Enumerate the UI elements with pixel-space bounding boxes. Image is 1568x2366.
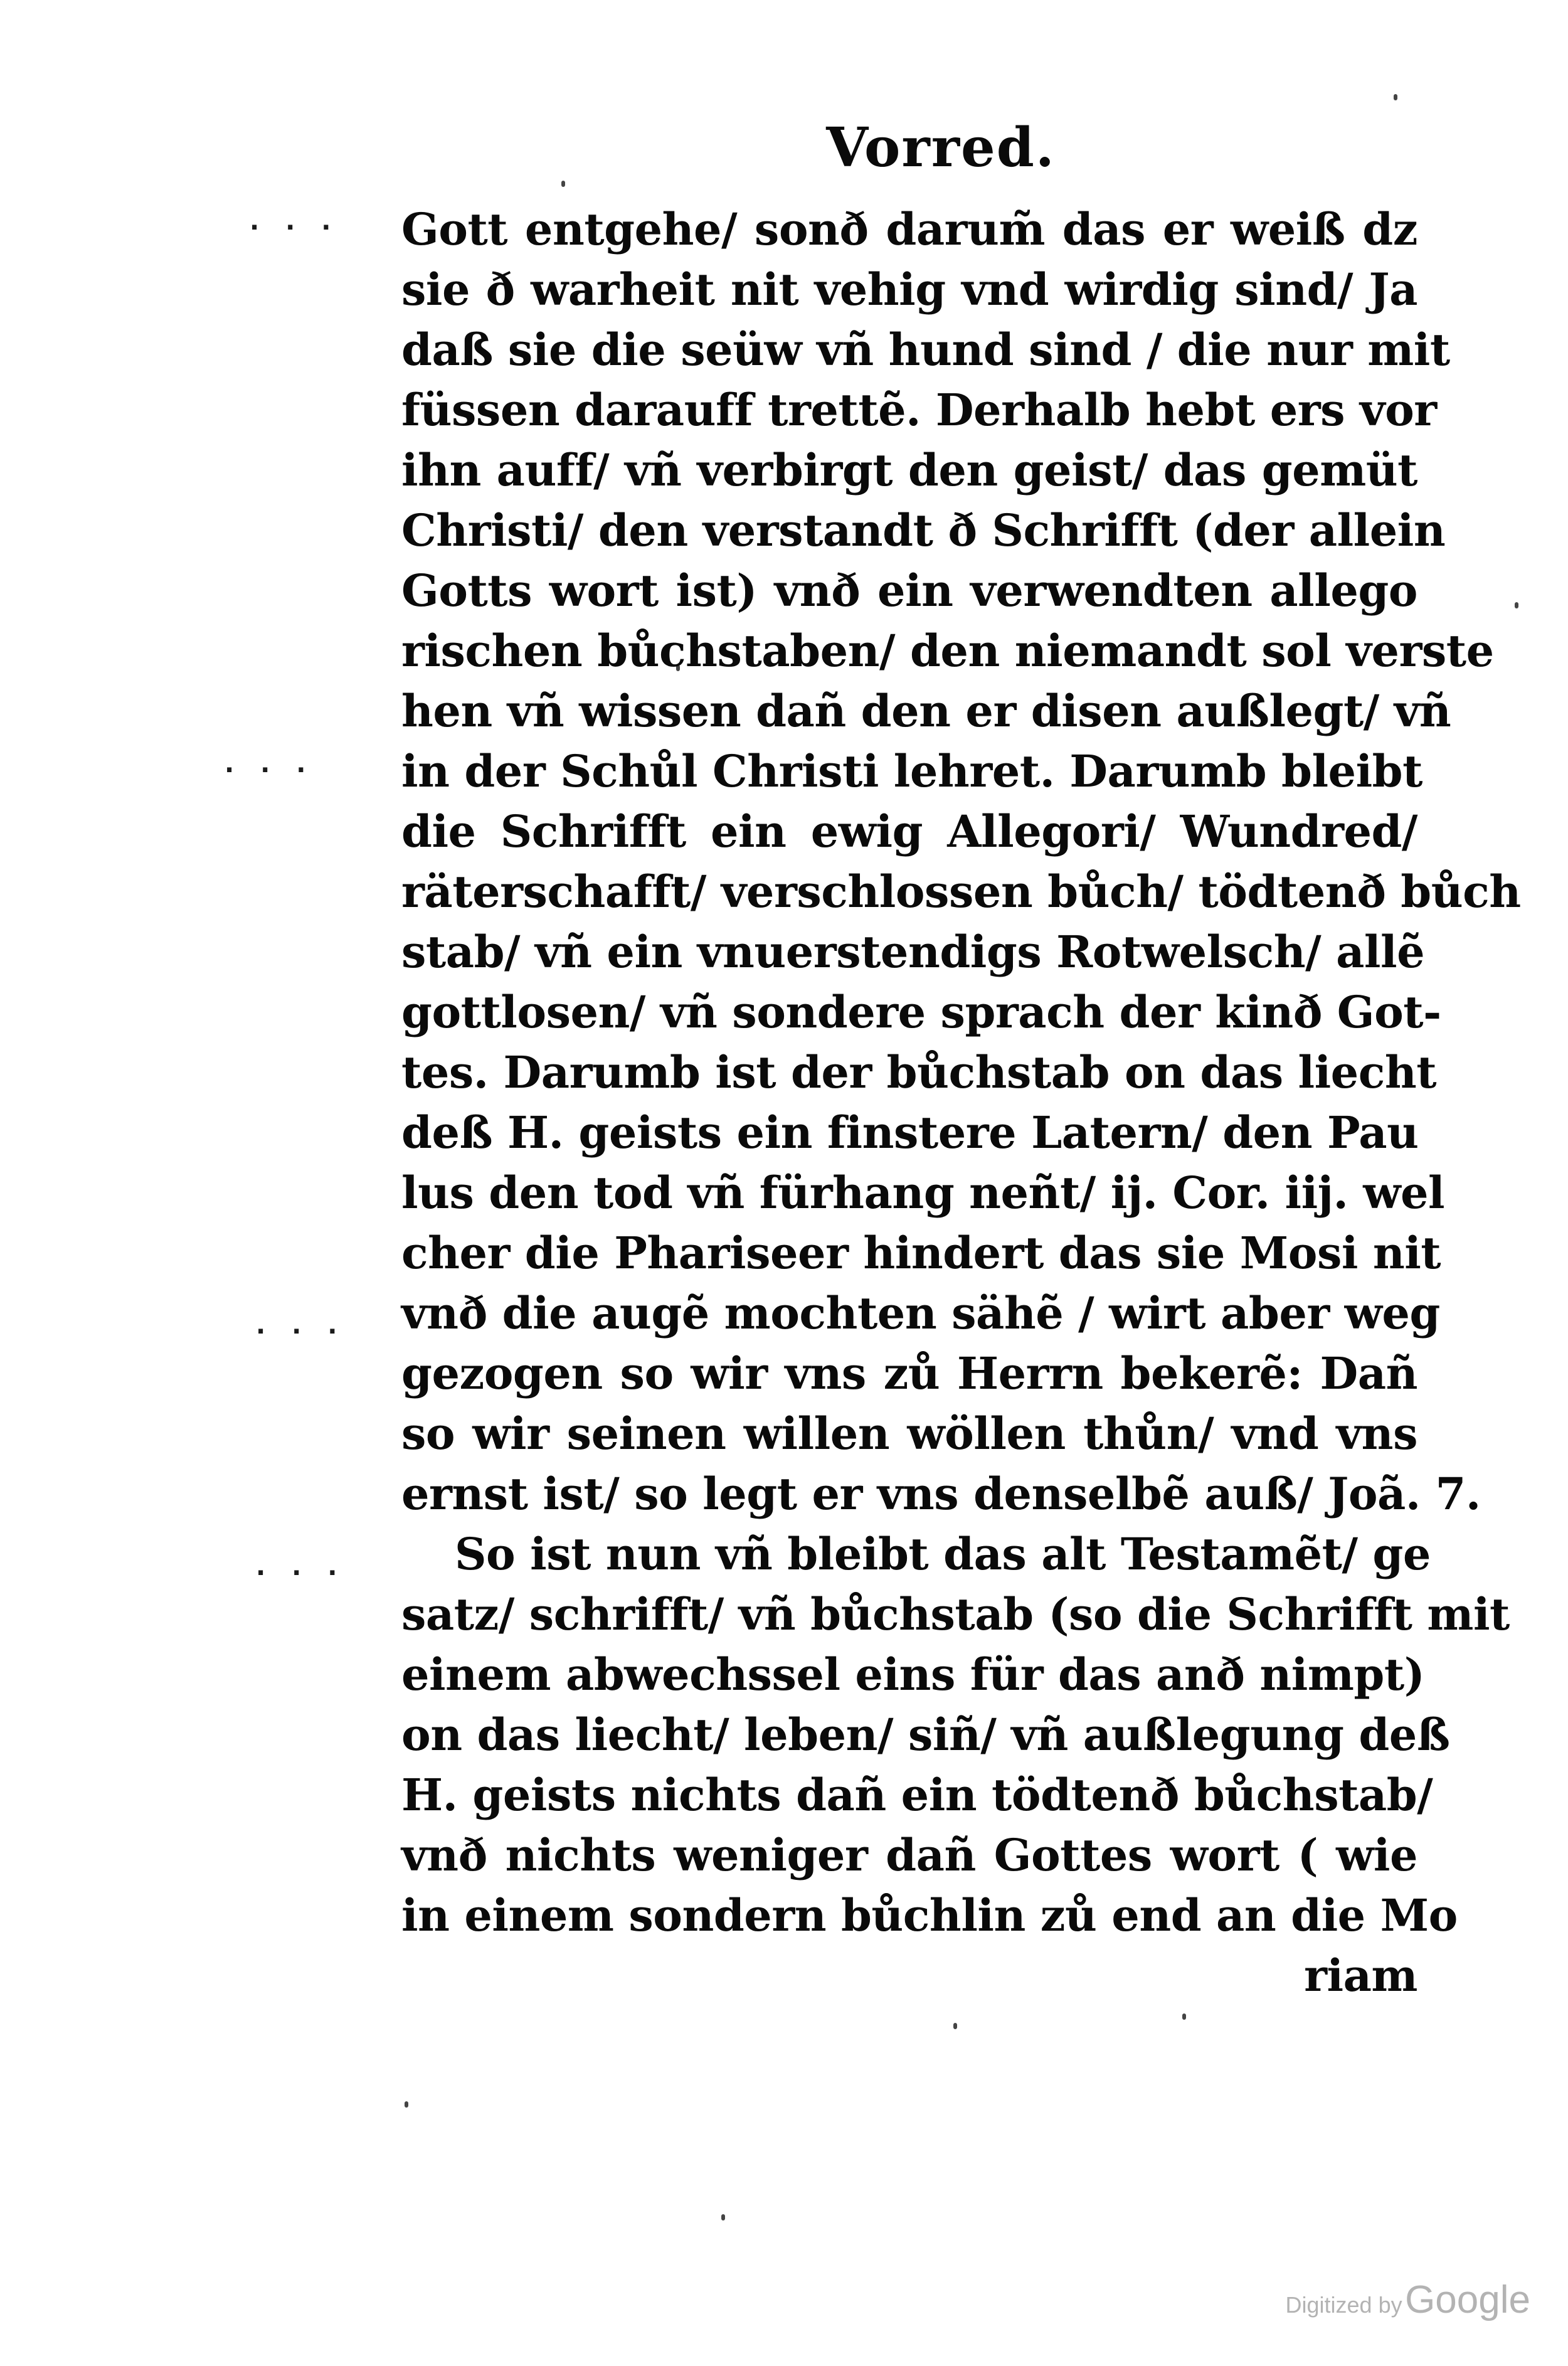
watermark-brand: Google [1405,2278,1530,2321]
margin-mark: . . . [250,207,340,236]
text-line: satz/ schrifft/ vñ bůchstab (so die Schrifft mit [401,1588,1510,1640]
text-line: füssen darauff trettẽ. Derhalb hebt ers vor [401,384,1437,436]
text-line: Gotts wort ist) vnð ein verwendten allego [401,565,1417,617]
text-line: on das liecht/ leben/ siñ/ vñ außlegung deß [401,1709,1450,1761]
margin-mark: . . . [256,1552,346,1581]
margin-mark: . . . [225,750,315,778]
text-line: so wir seinen willen wöllen thůn/ vnd vns [401,1408,1417,1460]
scan-speck [1394,94,1397,100]
body-text [401,199,1521,2006]
margin-mark: . . . [256,1311,346,1340]
text-line: hen vñ wissen dañ den er disen außlegt/ vñ [401,685,1451,737]
text-line: ernst ist/ so legt er vns denselbẽ auß/ Joã. 7. [401,1468,1481,1520]
text-line: tes. Darumb ist der bůchstab on das liecht [401,1046,1437,1098]
text-line-paragraph-start: So ist nun vñ bleibt das alt Testamẽt/ ge [455,1528,1431,1580]
scan-speck [721,2214,725,2220]
text-line: räterschafft/ verschlossen bůch/ tödtenð bůch [401,866,1521,918]
text-line: Christi/ den verstandt ð Schrifft (der allein [401,504,1446,556]
scan-speck [1182,2013,1186,2020]
text-line: cher die Phariseer hindert das sie Mosi nit [401,1227,1441,1279]
running-head: Vorred. [826,116,1056,179]
scan-speck [561,181,565,187]
text-line: die Schrifft ein ewig Allegori/ Wundred/ [401,805,1417,857]
text-line: ihn auff/ vñ verbirgt den geist/ das gemüt [401,444,1417,496]
scan-speck [1515,602,1518,608]
watermark-prefix: Digitized by [1285,2292,1402,2318]
google-watermark [1286,2278,1530,2322]
text-line: rischen bůchstaben/ den niemandt sol verste [401,625,1494,677]
text-line: lus den tod vñ fürhang neñt/ ij. Cor. iij. wel [401,1167,1445,1219]
text-line: gottlosen/ vñ sondere sprach der kinð Got- [401,986,1441,1038]
scan-speck [405,2101,408,2108]
text-line: sie ð warheit nit vehig vnd wirdig sind/ Ja [401,263,1417,316]
text-line: in einem sondern bůchlin zů end an die Mo [401,1889,1458,1941]
text-line: deß H. geists ein finstere Latern/ den Pau [401,1106,1419,1159]
text-line: gezogen so wir vns zů Herrn bekerẽ: Dañ [401,1347,1417,1399]
text-line: Gott entgehe/ sonð darum̃ das er weiß dz [401,203,1417,255]
text-line: H. geists nichts dañ ein tödtenð bůchstab/ [401,1769,1433,1821]
scan-speck [953,2023,957,2029]
text-line: in der Schůl Christi lehret. Darumb bleibt [401,745,1422,797]
text-line: vnð nichts weniger dañ Gottes wort ( wie [401,1829,1417,1881]
text-line: daß sie die seüw vñ hund sind / die nur mit [401,324,1450,376]
text-line: einem abwechssel eins für das anð nimpt) [401,1648,1425,1700]
text-line: vnð die augẽ mochten sähẽ / wirt aber weg [401,1287,1440,1339]
text-line: stab/ vñ ein vnuerstendigs Rotwelsch/ allẽ [401,926,1425,978]
catchword: riam [1304,1950,1417,2002]
